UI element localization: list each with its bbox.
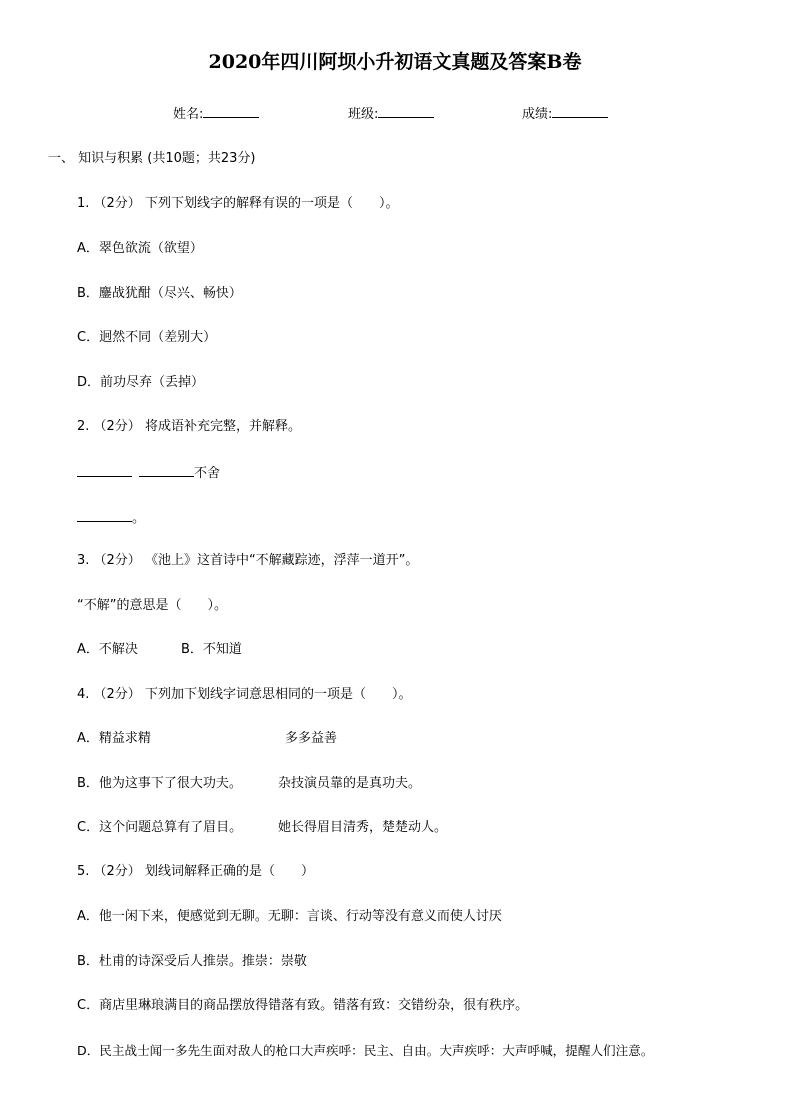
page-title: 2020年四川阿坝小升初语文真题及答案B卷 bbox=[208, 51, 582, 73]
question-3-sub: “不解”的意思是（ ）。 bbox=[77, 598, 227, 613]
name-blank bbox=[203, 104, 259, 118]
question-2-idiom-line bbox=[77, 463, 220, 483]
idiom-blank-1 bbox=[77, 463, 132, 477]
question-4-option-a-pair: 多多益善 bbox=[285, 731, 338, 746]
question-4-option-a: A．精益求精 bbox=[77, 731, 151, 746]
question-1-option-a: A．翠色欲流（欲望） bbox=[77, 241, 203, 256]
question-1-option-c: C．迥然不同（差别大） bbox=[77, 330, 217, 345]
section-heading: 一、 知识与积累 (共10题；共23分) bbox=[48, 151, 256, 166]
question-5-option-b: B．杜甫的诗深受后人推崇。推崇：崇敬 bbox=[77, 954, 307, 969]
question-2-explain-line bbox=[77, 508, 145, 528]
idiom-blank-2 bbox=[139, 463, 194, 477]
question-1-option-d: D．前功尽弃（丢掉） bbox=[77, 375, 205, 390]
explain-end: 。 bbox=[132, 511, 146, 526]
question-3-option-b: B．不知道 bbox=[181, 642, 242, 657]
question-3-stem: 3. （2分） 《池上》这首诗中“不解藏踪迹，浮萍一道开”。 bbox=[77, 553, 419, 568]
name-field bbox=[173, 104, 259, 124]
question-4-option-c: C．这个问题总算有了眉目。 bbox=[77, 820, 243, 835]
question-4-option-c-pair: 她长得眉目清秀，楚楚动人。 bbox=[278, 820, 448, 835]
explain-blank bbox=[77, 508, 132, 522]
question-5-stem: 5. （2分） 划线词解释正确的是（ ） bbox=[77, 864, 314, 879]
class-field bbox=[348, 104, 434, 124]
question-4-option-b-pair: 杂技演员靠的是真功夫。 bbox=[278, 776, 422, 791]
score-blank bbox=[552, 104, 608, 118]
question-5-option-c: C．商店里琳琅满目的商品摆放得错落有致。错落有致：交错纷杂，很有秩序。 bbox=[77, 998, 529, 1013]
class-label: 班级: bbox=[348, 107, 379, 122]
idiom-suffix: 不舍 bbox=[194, 466, 221, 481]
question-1-stem: 1. （2分） 下列下划线字的解释有误的一项是（ ）。 bbox=[77, 196, 399, 211]
question-3-option-a: A．不解决 bbox=[77, 642, 138, 657]
name-label: 姓名: bbox=[173, 107, 204, 122]
class-blank bbox=[378, 104, 434, 118]
question-2-stem: 2. （2分） 将成语补充完整，并解释。 bbox=[77, 419, 301, 434]
question-5-option-a: A．他一闲下来，便感觉到无聊。无聊：言谈、行动等没有意义而使人讨厌 bbox=[77, 909, 502, 924]
question-4-stem: 4. （2分） 下列加下划线字词意思相同的一项是（ ）。 bbox=[77, 687, 412, 702]
score-field bbox=[522, 104, 608, 124]
question-1-option-b: B．鏖战犹酣（尽兴、畅快） bbox=[77, 286, 242, 301]
score-label: 成绩: bbox=[522, 107, 553, 122]
question-5-option-d: D．民主战士闻一多先生面对敌人的枪口大声疾呼：民主、自由。大声疾呼：大声呼喊，提醒人们注意。 bbox=[77, 1043, 654, 1058]
question-4-option-b: B．他为这事下了很大功夫。 bbox=[77, 776, 242, 791]
